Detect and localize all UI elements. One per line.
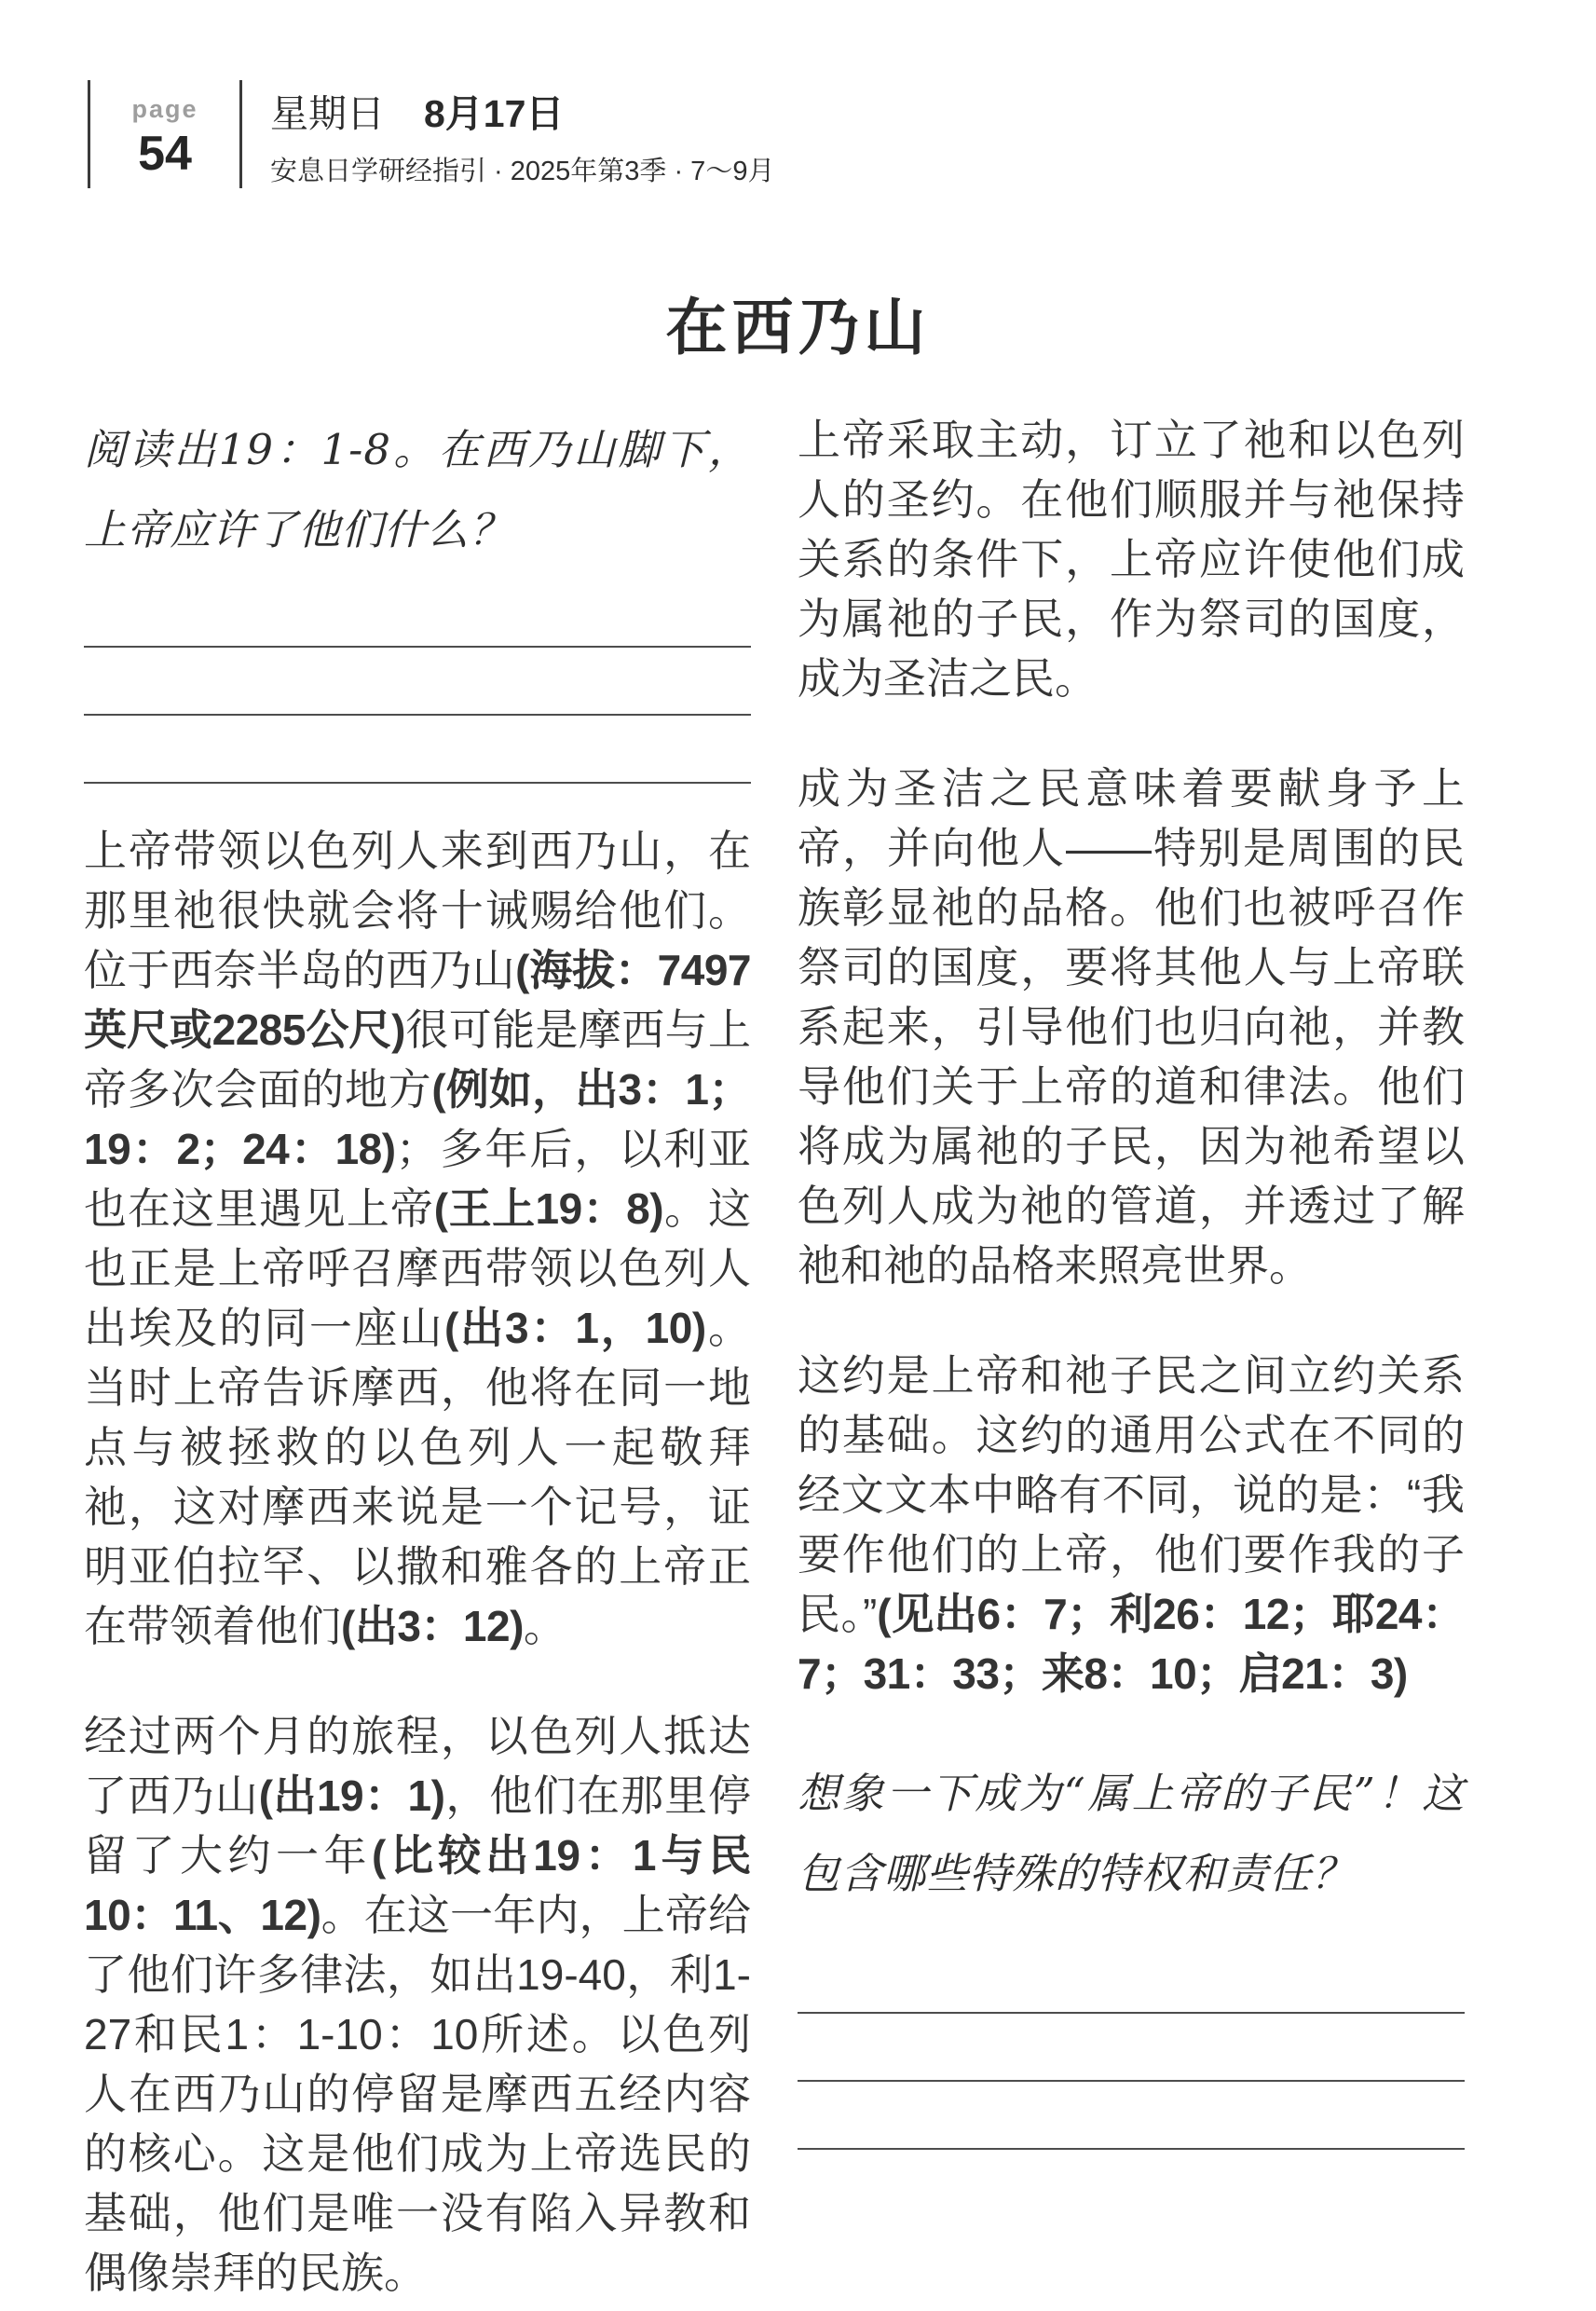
paragraph-segment: 上帝带领以色列人来到西乃山，在那里祂很快就会将十诫赐给他们。位于西奈半岛的西乃山 (84, 827, 751, 994)
left-column (84, 410, 751, 2303)
page-number: 54 (138, 127, 192, 181)
scripture-reference: (见出6：7；利26：12；耶24：7；31：33；来8：10；启21：3) (798, 1590, 1465, 1698)
paragraph-segment: 这约是上帝和祂子民之间立约关系的基础。这约的通用公式在不同的经文文本中略有不同，说的是：“我要作他们的上帝，他们要作我的子民。” (798, 1351, 1465, 1638)
body-paragraph (84, 821, 751, 1656)
answer-line (84, 716, 751, 784)
paragraph-segment: ；多年后，以利亚也在这里遇见上帝 (84, 1125, 752, 1233)
scripture-reference: (出3：1，10) (443, 1304, 706, 1352)
body-paragraph (798, 1346, 1465, 1703)
scripture-reference: (出19：1) (258, 1771, 445, 1820)
header-divider-right (239, 80, 242, 188)
question-text: 阅读出19：1-8。在西乃山脚下，上帝应许了他们什么？ (84, 425, 751, 554)
body-paragraph: 成为圣洁之民意味着要献身予上帝，并向他人——特别是周围的民族彰显祂的品格。他们也被呼召作祭司的国度，要将其他人与上帝联系起来，引导他们也归向祂，并教导他们关于上帝的道和律法。他们将成为属祂的子民，因为祂希望以色列人成为祂的管道，并透过了解祂和祂的品格来照亮世界。 (798, 764, 1465, 1290)
answer-lines-group (798, 1946, 1465, 2150)
date-label: 8月17日 (424, 92, 565, 135)
page-label: page (131, 95, 198, 123)
page-header (88, 80, 774, 188)
edition-label: 安息日学研经指引 · 2025年第3季 · 7～9月 (270, 157, 775, 187)
paragraph-segment: 经过两个月的旅程，以色列人抵达了西乃山 (84, 1712, 751, 1820)
paragraph-segment: 。 (523, 1602, 566, 1650)
paragraph-segment: 很可能是摩西与上帝多次会面的地方 (84, 1005, 752, 1114)
weekday-label: 星期日 (270, 92, 385, 135)
body-paragraph: 上帝采取主动，订立了祂和以色列人的圣约。在他们顺服并与祂保持关系的条件下，上帝应许使他们成为属祂的子民，作为祭司的国度，成为圣洁之民。 (798, 416, 1465, 703)
date-box (270, 80, 774, 188)
page-number-box (105, 80, 225, 181)
paragraph-segment: 。在这一年内，上帝给了他们许多律法，如出19-40，利1-27和民1：1-10：10所述。以色列人在西乃山的停留是摩西五经内容的核心。这是他们成为上帝选民的基础，他们是唯一没有陷入异教和偶像崇拜的民族。 (84, 1891, 752, 2297)
answer-line (798, 2014, 1465, 2082)
scripture-reference: (王上19：8) (433, 1184, 664, 1233)
lesson-title: 在西乃山 (665, 291, 931, 363)
header-divider-left (88, 80, 90, 188)
answer-line (798, 2082, 1465, 2150)
scripture-reference: (出3：12) (341, 1602, 524, 1650)
scripture-reference: (例如，出3：1；19：2；24：18) (84, 1065, 752, 1173)
date-line (270, 93, 774, 135)
right-column (798, 410, 1465, 2150)
answer-line (798, 1946, 1465, 2014)
scripture-reference: (海拔：7497英尺或2285公尺) (84, 946, 752, 1054)
answer-line (84, 648, 751, 716)
answer-line (84, 580, 751, 648)
paragraph-segment: 。当时上帝告诉摩西，他将在同一地点与被拯救的以色列人一起敬拜祂，这对摩西来说是一个记号，证明亚伯拉罕、以撒和雅各的上帝正在带领着他们 (84, 1304, 752, 1650)
body-paragraph (84, 1706, 751, 2303)
question-text: 想象一下成为“属上帝的子民”！这包含哪些特殊的特权和责任？ (798, 1769, 1465, 1898)
answer-lines-group (84, 580, 751, 784)
paragraph-segment: ，他们在那里停留了大约一年 (84, 1771, 752, 1880)
paragraph-segment: 。这也正是上帝呼召摩西带领以色列人出埃及的同一座山 (84, 1184, 752, 1352)
scripture-reference: (比较出19：1与民10：11、12) (84, 1831, 751, 1939)
